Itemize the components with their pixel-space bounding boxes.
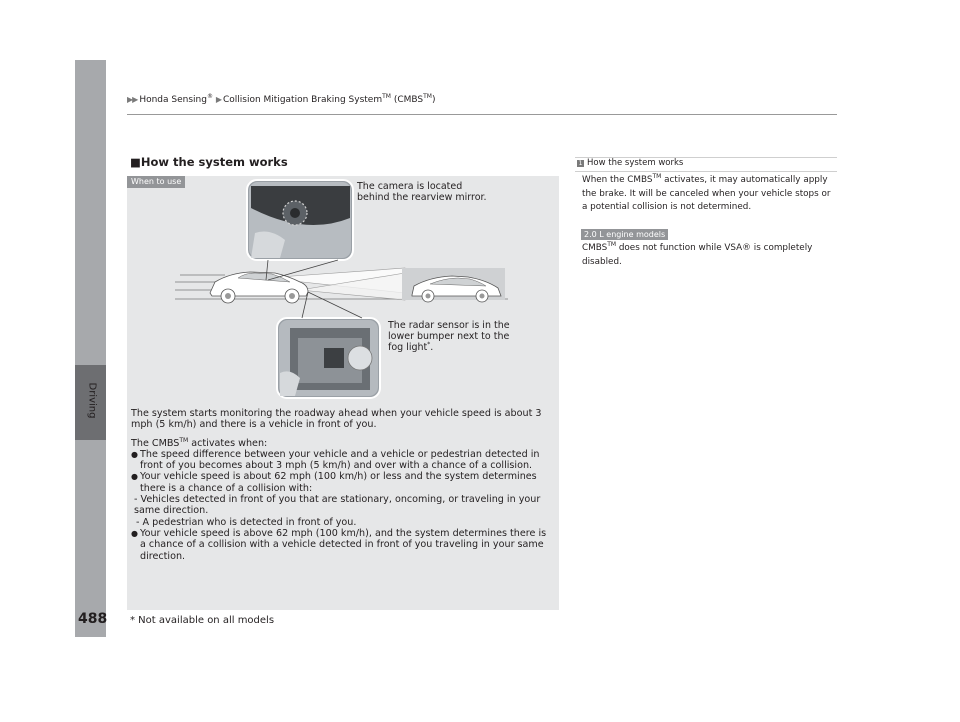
sub-item-vehicles: - Vehicles detected in front of you that are stationary, oncoming, or traveling in your same direction. xyxy=(134,494,541,517)
intro-paragraph: The system starts monitoring the roadway ahead when your vehicle speed is about 3 mph (5 km/h) and there is a vehicle in front of you. xyxy=(131,408,542,431)
trademark-mark: TM xyxy=(382,93,391,100)
trademark-mark: TM xyxy=(179,436,189,444)
engine-models-tag: 2.0 L engine models xyxy=(581,229,668,240)
footnote: * Not available on all models xyxy=(130,615,275,626)
bullet-62mph-or-less: ● Your vehicle speed is about 62 mph (100 km/h) or less and the system determines there is a chance of a collision with: xyxy=(131,471,553,494)
radar-callout-period: . xyxy=(430,342,434,353)
trademark-mark: TM xyxy=(607,241,617,249)
camera-inset-image xyxy=(247,180,353,260)
breadcrumb-abbr-close: ) xyxy=(431,95,436,105)
breadcrumb xyxy=(127,95,435,105)
radar-callout xyxy=(388,320,518,353)
bullet-above-62mph: ● Your vehicle speed is above 62 mph (100 km/h), and the system determines there is a chance of a collision with a vehicle detected in front of you traveling in your same direction. xyxy=(131,528,553,562)
chapter-label: Driving xyxy=(86,382,98,419)
breadcrumb-abbr-open: (CMBS xyxy=(390,95,424,105)
breadcrumb-separator-icon: ▶ xyxy=(215,95,221,104)
trademark-mark: TM xyxy=(423,93,432,100)
trademark-mark: TM xyxy=(652,173,662,181)
section-title: ■How the system works xyxy=(130,155,288,169)
sub-item-pedestrian: - A pedestrian who is detected in front of you. xyxy=(136,516,357,528)
radar-callout-text: The radar sensor is in the lower bumper next to the fog light xyxy=(388,320,510,353)
body-text xyxy=(131,408,553,562)
side-p2-post: does not function while VSA® is completely disabled. xyxy=(582,243,813,267)
side-note-panel xyxy=(575,157,837,611)
cmbs-sensor-diagram xyxy=(130,178,550,403)
radar-inset-image xyxy=(277,318,380,398)
footnote-marker: * xyxy=(427,340,431,348)
breadcrumb-arrow-icon: ▶▶ xyxy=(127,95,138,104)
side-note-heading-text: How the system works xyxy=(587,158,684,168)
side-p1-post: activates, it may automatically apply the brake. It will be canceled when your vehicle stops or a potential collision is not determined. xyxy=(582,175,831,212)
activates-post: activates when: xyxy=(188,437,268,449)
breadcrumb-item-honda-sensing: Honda Sensing xyxy=(139,95,207,105)
activates-when-line xyxy=(131,438,553,449)
side-note-divider xyxy=(575,171,837,172)
side-note-heading xyxy=(577,158,683,168)
chapter-tab xyxy=(75,60,106,637)
when-to-use-tag: When to use xyxy=(127,176,185,188)
side-p1-pre: When the CMBS xyxy=(582,175,653,185)
side-note-paragraph-2 xyxy=(582,242,832,269)
side-note-paragraph-1 xyxy=(582,174,832,215)
camera-callout: The camera is located behind the rearview mirror. xyxy=(357,181,487,203)
activates-pre: The CMBS xyxy=(131,437,180,449)
header-divider xyxy=(127,114,837,115)
breadcrumb-item-cmbs: Collision Mitigation Braking System xyxy=(222,95,383,105)
note-marker-icon: 1 xyxy=(578,160,583,167)
page-number: 488 xyxy=(78,611,108,627)
side-p2-pre: CMBS xyxy=(582,243,608,253)
registered-mark: ® xyxy=(206,93,213,100)
bullet-speed-difference: ● The speed difference between your vehicle and a vehicle or pedestrian detected in front of you becomes about 3 mph (5 km/h) and over with a chance of a collision. xyxy=(131,449,553,472)
